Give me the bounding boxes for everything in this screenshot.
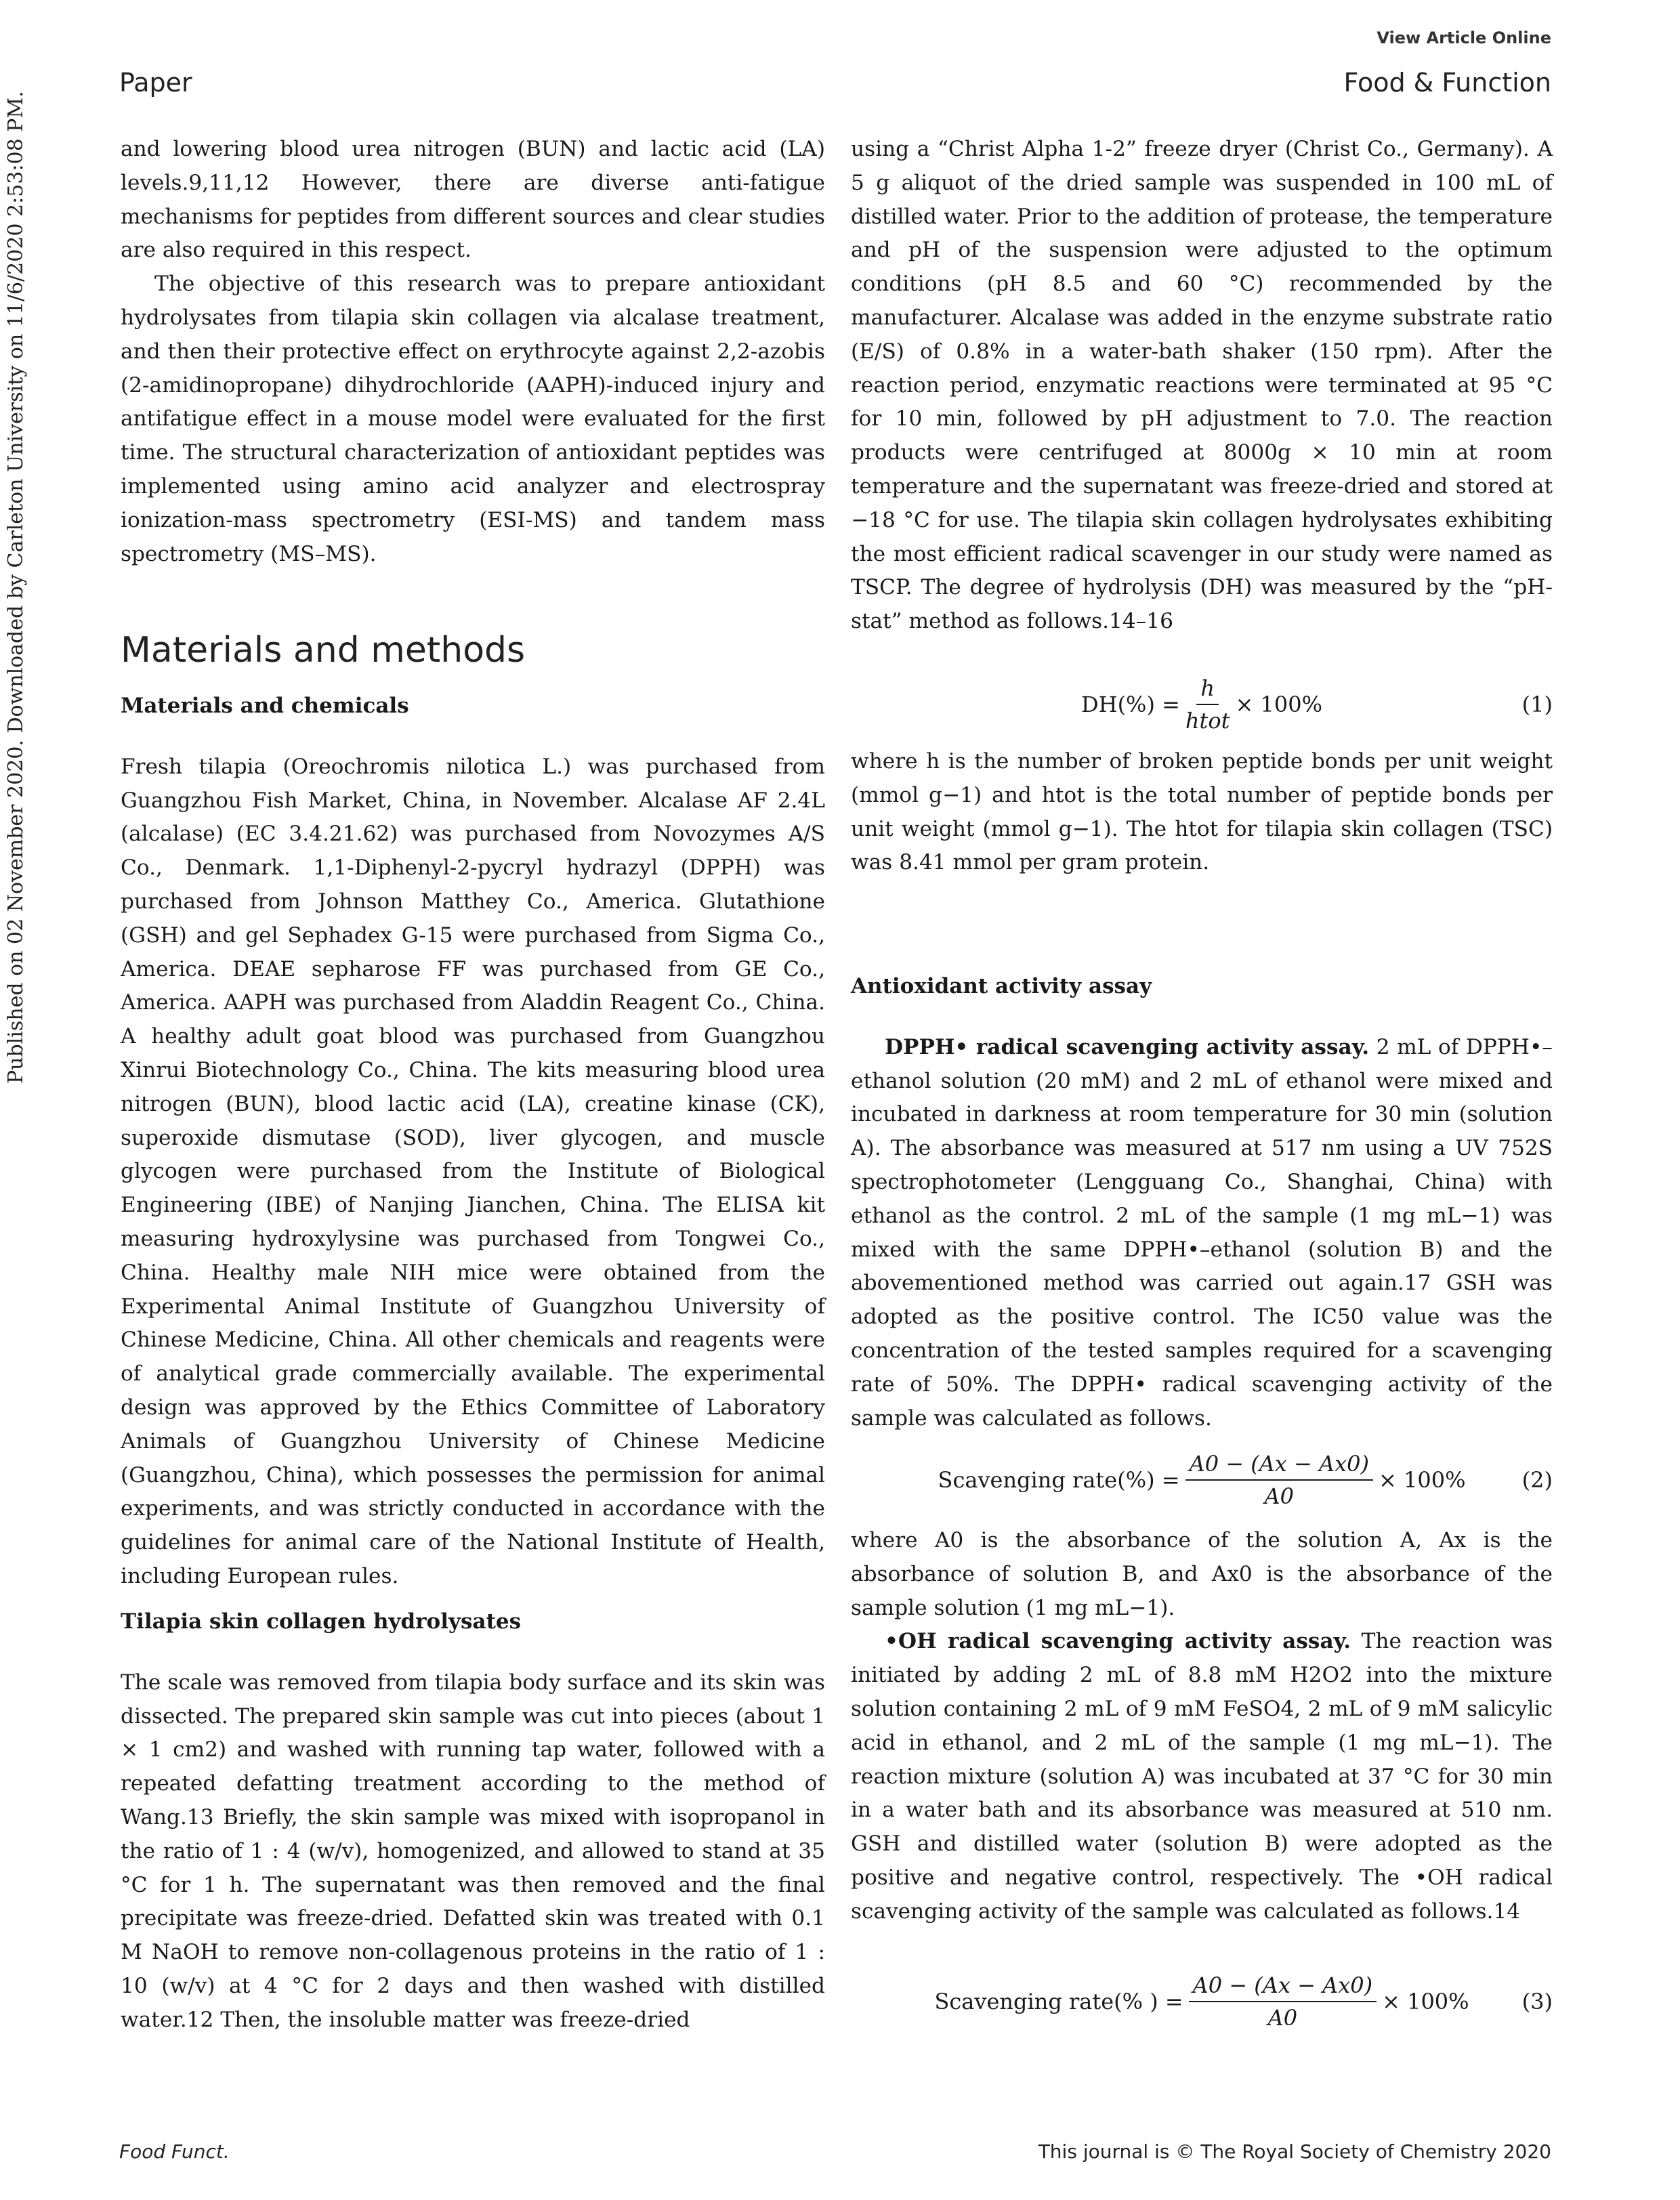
subsection-title-antioxidant: Antioxidant activity assay — [851, 974, 1152, 998]
running-header-right: Food & Function — [1343, 68, 1551, 98]
materials-block — [121, 690, 825, 1594]
subsection-title-hydrolysates: Tilapia skin collagen hydrolysates — [121, 1609, 522, 1634]
left-column — [121, 133, 825, 571]
dpph-paragraph — [851, 1031, 1553, 1436]
eq2-number: (2) — [1521, 1467, 1553, 1493]
eq2-lhs: Scavenging rate(%) = — [938, 1467, 1180, 1493]
oh-run-in-heading: •OH radical scavenging activity assay. — [885, 1629, 1351, 1654]
oh-paragraph — [851, 1625, 1553, 1928]
dpph-text: 2 mL of DPPH•–ethanol solution (20 mM) and 2 mL of ethanol were mixed and incubated in darkness at room temperature for 30 min (solution A). The absorbance was measured at 517 nm using a UV 752S spectrophotometer (Lengguang Co., Shanghai, China) with ethanol as the control. 2 mL of the sample (1 mg mL−1) was mixed with the same DPPH•–ethanol (solution B) and the abovementioned method was carried out again.17 GSH was adopted as the positive control. The IC50 value was the concentration of the tested samples required for a scavenging rate of 50%. The DPPH• radical scavenging activity of the sample was calculated as follows. — [851, 1034, 1553, 1431]
eq1-denominator: htot — [1185, 708, 1230, 734]
eq1-fraction — [1185, 675, 1230, 734]
subsection-title-materials: Materials and chemicals — [121, 694, 409, 718]
oh-text: The reaction was initiated by adding 2 mL of 8.8 mM H2O2 into the mixture solution containing 2 mL of 9 mM FeSO4, 2 mL of 9 mM salicylic acid in ethanol, and 2 mL of the sample (1 mg mL−1). The reaction mixture (solution A) was incubated at 37 °C for 30 min in a water bath and its absorbance was measured at 510 nm. GSH and distilled water (solution B) were adopted as the positive and negative control, respectively. The •OH radical scavenging activity of the sample was calculated as follows.14 — [851, 1629, 1553, 1924]
dh-definition-block — [851, 745, 1553, 880]
absorbance-definition-paragraph: where A0 is the absorbance of the solution A, Ax is the absorbance of solution B, and Ax0 is the absorbance of the sample solution (1 mg mL−1). — [851, 1528, 1553, 1620]
eq3-numerator: A0 − (Ax − Ax0) — [1189, 1972, 1377, 2002]
equation-2 — [851, 1443, 1553, 1517]
eq1-numerator: h — [1196, 675, 1219, 705]
eq2-rhs: × 100% — [1379, 1467, 1466, 1493]
footer-copyright: This journal is © The Royal Society of Chemistry 2020 — [1038, 2140, 1551, 2163]
equation-1 — [851, 671, 1553, 738]
eq3-rhs: × 100% — [1382, 1989, 1469, 2014]
eq1-number: (1) — [1521, 692, 1553, 717]
intro-paragraph-1: and lowering blood urea nitrogen (BUN) and lactic acid (LA) levels.9,11,12 However, there are diverse anti-fatigue mechanisms for peptides from different sources and clear studies are also required in this respect. — [121, 137, 825, 263]
eq2-fraction — [1185, 1451, 1373, 1509]
antioxidant-block — [851, 970, 1553, 1435]
eq3-lhs: Scavenging rate(% ) = — [934, 1989, 1183, 2014]
hydrolysates-block — [121, 1605, 825, 2037]
materials-paragraph: Fresh tilapia (Oreochromis nilotica L.) was purchased from Guangzhou Fish Market, China, in November. Alcalase AF 2.4L (alcalase) (EC 3.4.21.62) was purchased from Novozymes A/S Co., Denmark. 1,1-Diphenyl-2-pycryl hydrazyl (DPPH) was purchased from Johnson Matthey Co., America. Glutathione (GSH) and gel Sephadex G-15 were purchased from Sigma Co., America. DEAE sepharose FF was purchased from GE Co., America. AAPH was purchased from Aladdin Reagent Co., China. A healthy adult goat blood was purchased from Guangzhou Xinrui Biotechnology Co., China. The kits measuring blood urea nitrogen (BUN), blood lactic acid (LA), creatine kinase (CK), superoxide dismutase (SOD), liver glycogen, and muscle glycogen were purchased from the Institute of Biological Engineering (IBE) of Nanjing Jianchen, China. The ELISA kit measuring hydroxylysine was purchased from Tongwei Co., China. Healthy male NIH mice were obtained from the Experimental Animal Institute of Guangzhou University of Chinese Medicine, China. All other chemicals and reagents were of analytical grade commercially available. The experimental design was approved by the Ethics Committee of Laboratory Animals of Guangzhou University of Chinese Medicine (Guangzhou, China), which possesses the permission for animal experiments, and was strictly conducted in accordance with the guidelines for animal care of the National Institute of Health, including European rules. — [121, 754, 825, 1588]
hydrolysates-paragraph: The scale was removed from tilapia body surface and its skin was dissected. The prepared skin sample was cut into pieces (about 1 × 1 cm2) and washed with running tap water, followed with a repeated defatting treatment according to the method of Wang.13 Briefly, the skin sample was mixed with isopropanol in the ratio of 1 : 4 (w/v), homogenized, and allowed to stand at 35 °C for 1 h. The supernatant was then removed and the final precipitate was freeze-dried. Defatted skin was treated with 0.1 M NaOH to remove non-collagenous proteins in the ratio of 1 : 10 (w/v) at 4 °C for 2 days and then washed with distilled water.12 Then, the insoluble matter was freeze-dried — [121, 1670, 825, 2032]
eq1-rhs: × 100% — [1235, 692, 1322, 717]
eq2-denominator: A0 — [1264, 1483, 1295, 1509]
view-article-online-link[interactable]: View Article Online — [1377, 28, 1551, 47]
absorbance-definition-block — [851, 1524, 1553, 1929]
eq2-numerator: A0 − (Ax − Ax0) — [1185, 1451, 1373, 1481]
eq3-number: (3) — [1521, 1989, 1553, 2014]
footer-journal-name: Food Funct. — [119, 2140, 230, 2163]
eq1-lhs: DH(%) = — [1081, 692, 1180, 717]
section-title: Materials and methods — [121, 630, 526, 671]
running-header-left: Paper — [119, 68, 192, 98]
dpph-run-in-heading: DPPH• radical scavenging activity assay. — [885, 1034, 1370, 1059]
eq3-denominator: A0 — [1267, 2005, 1298, 2031]
publication-side-note: Published on 02 November 2020. Downloaded by Carleton University on 11/6/2020 2:53:08 PM. — [4, 91, 28, 1084]
procedure-paragraph: using a “Christ Alpha 1-2” freeze dryer (Christ Co., Germany). A 5 g aliquot of the dried sample was suspended in 100 mL of distilled water. Prior to the addition of protease, the temperature and pH of the suspension were adjusted to the optimum conditions (pH 8.5 and 60 °C) recommended by the manufacturer. Alcalase was added in the enzyme substrate ratio (E/S) of 0.8% in a water-bath shaker (150 rpm). After the reaction period, enzymatic reactions were terminated at 95 °C for 10 min, followed by pH adjustment to 7.0. The reaction products were centrifuged at 8000g × 10 min at room temperature and the supernatant was freeze-dried and stored at −18 °C for use. The tilapia skin collagen hydrolysates exhibiting the most efficient radical scavenger in our study were named as TSCP. The degree of hydrolysis (DH) was measured by the “pH-stat” method as follows.14–16 — [851, 137, 1553, 634]
right-column-top — [851, 133, 1553, 639]
dh-definition-paragraph: where h is the number of broken peptide bonds per unit weight (mmol g−1) and htot is the total number of peptide bonds per unit weight (mmol g−1). The htot for tilapia skin collagen (TSC) was 8.41 mmol per gram protein. — [851, 749, 1553, 875]
equation-3 — [851, 1964, 1553, 2039]
eq3-fraction — [1189, 1972, 1377, 2031]
intro-paragraph-2: The objective of this research was to prepare antioxidant hydrolysates from tilapia skin collagen via alcalase treatment, and then their protective effect on erythrocyte against 2,2-azobis (2-amidinopropane) dihydrochloride (AAPH)-induced injury and antifatigue effect in a mouse model were evaluated for the first time. The structural characterization of antioxidant peptides was implemented using amino acid analyzer and electrospray ionization-mass spectrometry (ESI-MS) and tandem mass spectrometry (MS–MS). — [121, 272, 825, 566]
